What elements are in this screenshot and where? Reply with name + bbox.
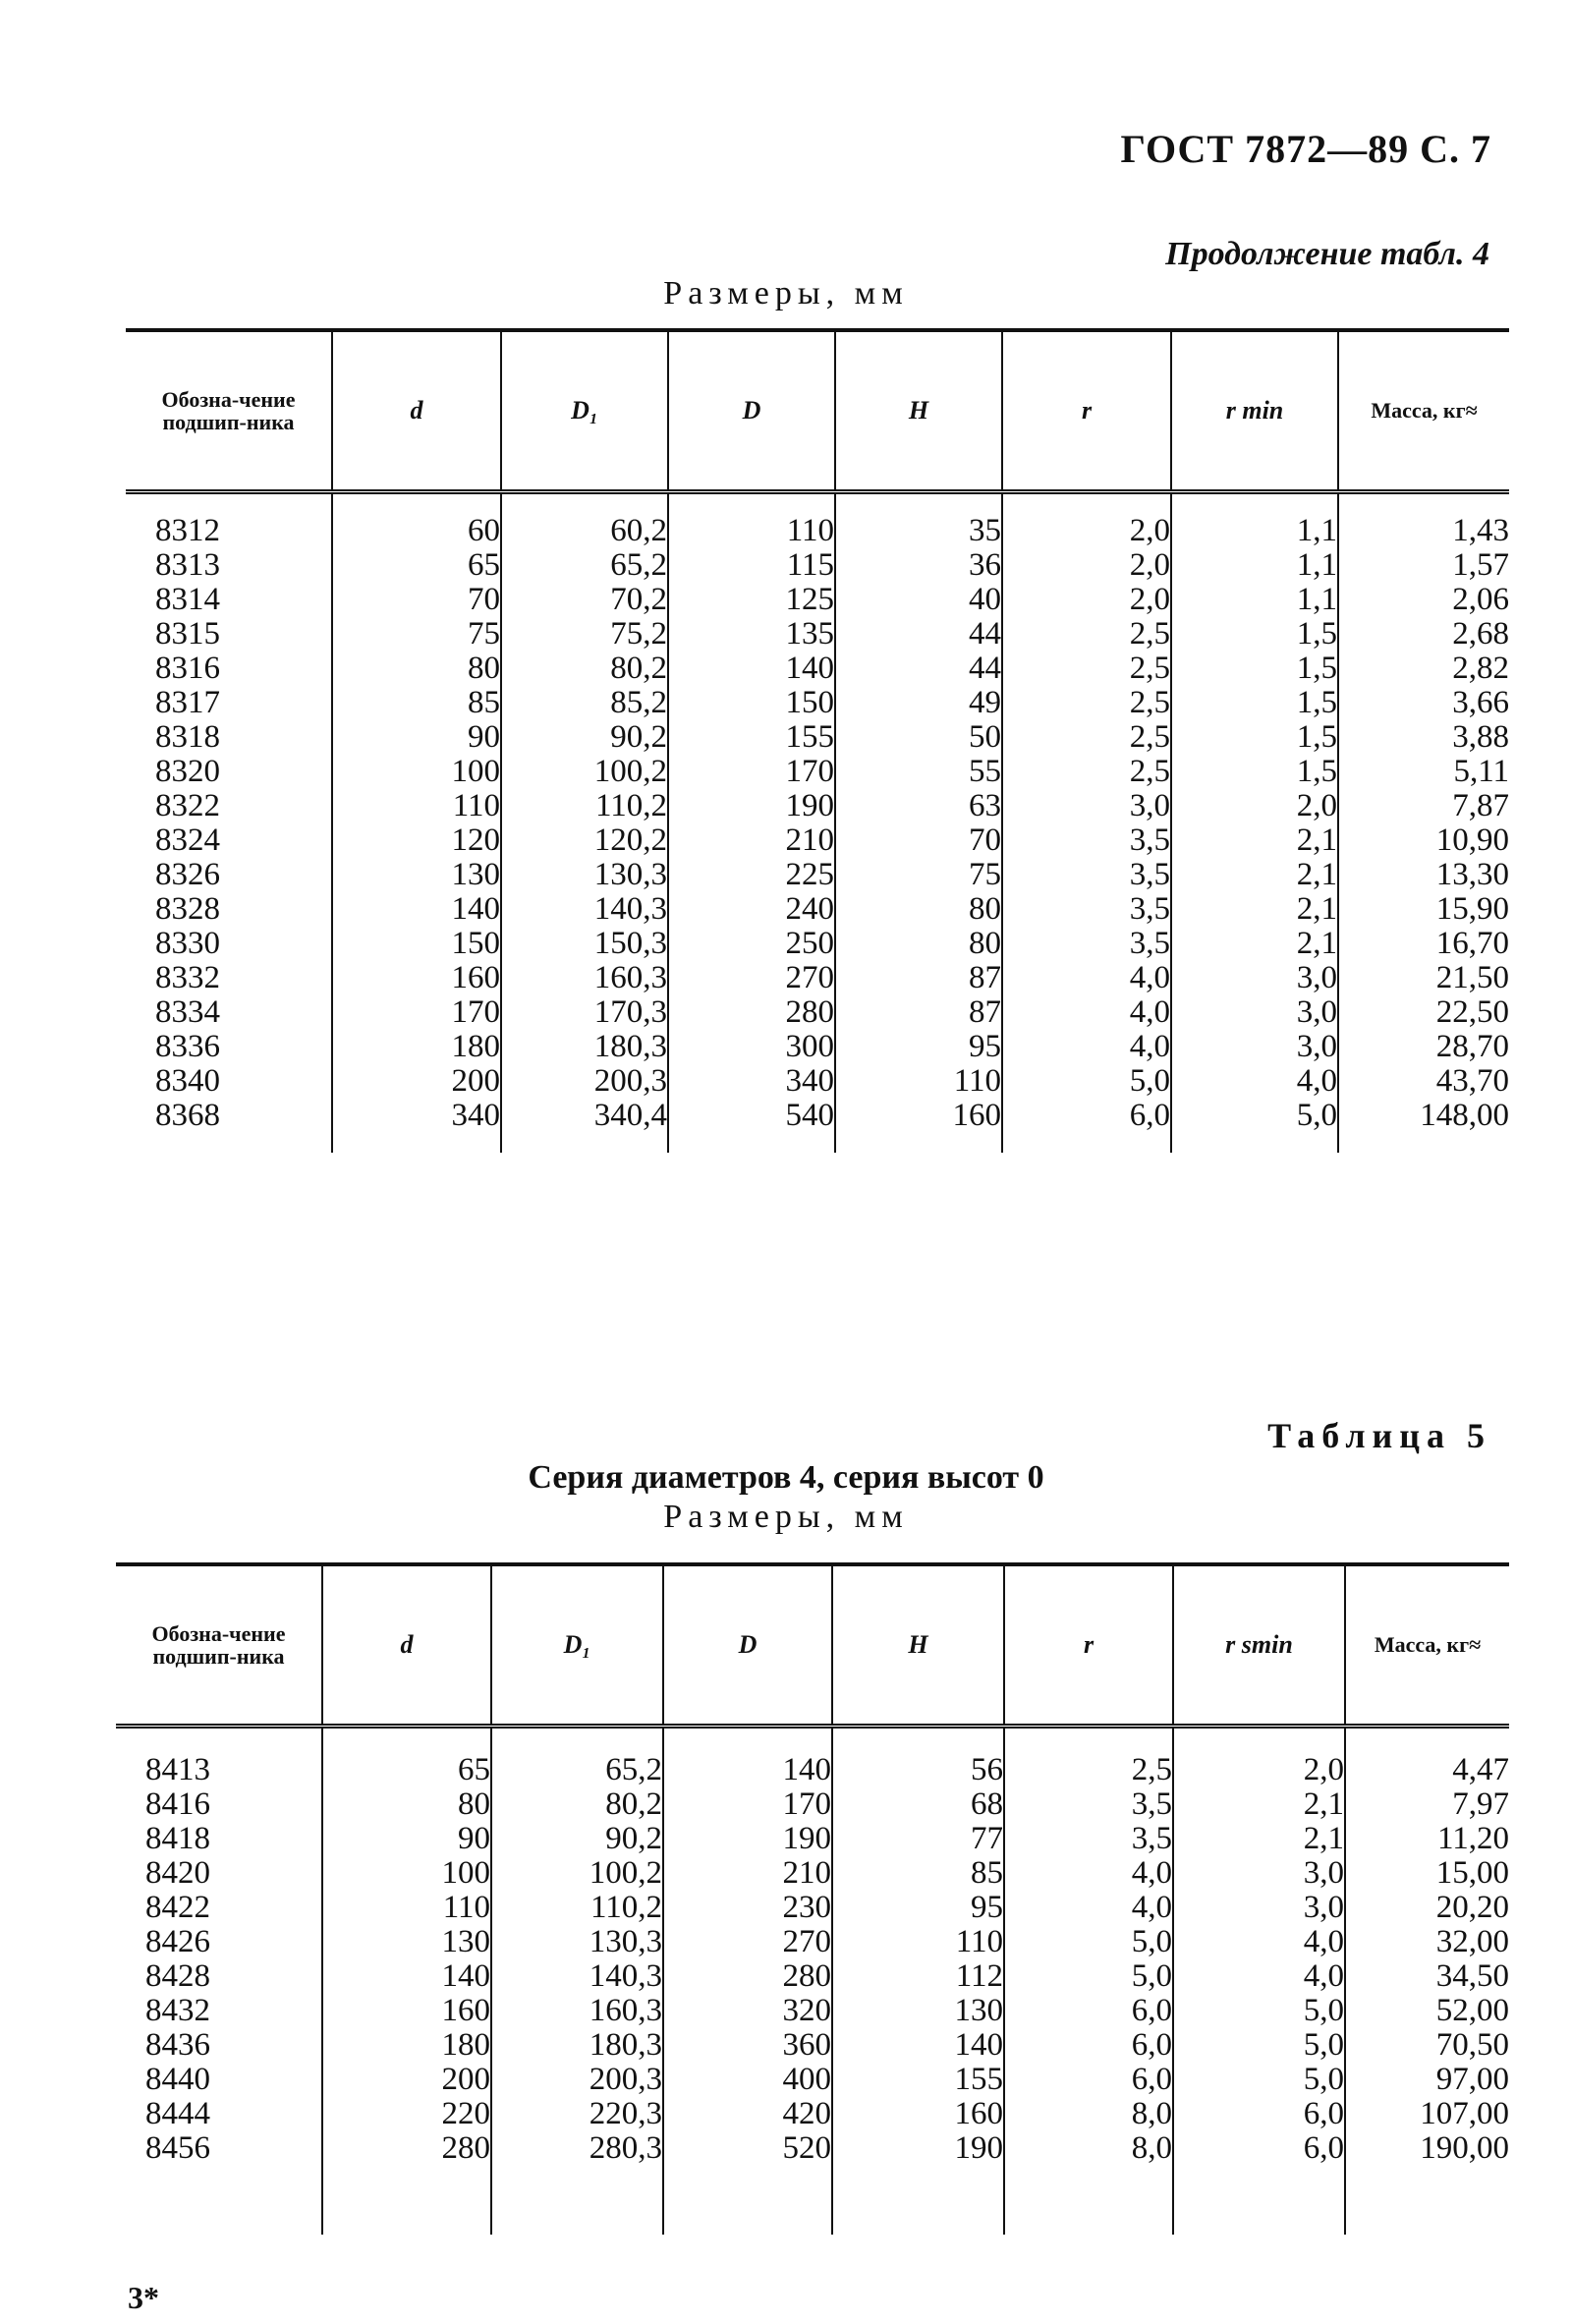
cell-r: 3,5 — [1004, 1822, 1173, 1856]
cell-designation: 8315 — [155, 616, 220, 652]
cell-d: 220 — [322, 2097, 491, 2131]
cell-r: 2,5 — [1002, 686, 1171, 720]
cell-mass: 190,00 — [1345, 2131, 1509, 2166]
cell-h: 56 — [832, 1753, 1004, 1787]
cell-d1: 60,2 — [501, 514, 668, 548]
cell-d1: 150,3 — [501, 927, 668, 961]
cell-r: 6,0 — [1002, 1099, 1171, 1133]
cell-designation: 8368 — [155, 1098, 220, 1133]
cell-h: 63 — [835, 789, 1002, 823]
cell-designation: 8436 — [145, 2027, 210, 2063]
cell-rmin: 2,1 — [1173, 1787, 1345, 1822]
cell-d1: 160,3 — [491, 1994, 663, 2028]
cell-outer-d: 140 — [668, 652, 835, 686]
cell-mass: 21,50 — [1338, 961, 1509, 995]
cell-mass: 43,70 — [1338, 1064, 1509, 1099]
cell-d1: 130,3 — [491, 1925, 663, 1959]
table5-col-d1: D₁ — [491, 1564, 663, 1727]
cell-d1: 200,3 — [491, 2063, 663, 2097]
cell-mass: 15,90 — [1338, 892, 1509, 927]
cell-rmin: 5,0 — [1173, 2028, 1345, 2063]
cell-r: 8,0 — [1004, 2131, 1173, 2166]
cell-outer-d: 280 — [668, 995, 835, 1030]
cell-d: 90 — [322, 1822, 491, 1856]
cell-h: 160 — [832, 2097, 1004, 2131]
cell-rmin: 2,0 — [1171, 789, 1338, 823]
cell-outer-d: 520 — [663, 2131, 832, 2166]
cell-d: 75 — [332, 617, 501, 652]
cell-mass: 7,97 — [1345, 1787, 1509, 1822]
cell-h: 110 — [832, 1925, 1004, 1959]
cell-d1: 85,2 — [501, 686, 668, 720]
cell-d: 120 — [332, 823, 501, 858]
cell-rmin: 5,0 — [1173, 2063, 1345, 2097]
cell-rmin: 5,0 — [1173, 1994, 1345, 2028]
cell-d: 80 — [322, 1787, 491, 1822]
table4-col-mass: Масса, кг≈ — [1338, 330, 1509, 492]
cell-outer-d: 155 — [668, 720, 835, 755]
cell-mass: 4,47 — [1345, 1753, 1509, 1787]
cell-mass: 11,20 — [1345, 1822, 1509, 1856]
cell-rmin: 2,1 — [1173, 1822, 1345, 1856]
cell-r: 4,0 — [1002, 995, 1171, 1030]
cell-rmin: 1,5 — [1171, 720, 1338, 755]
cell-r: 3,5 — [1002, 858, 1171, 892]
table4-col-h: H — [835, 330, 1002, 492]
cell-r: 3,5 — [1004, 1787, 1173, 1822]
cell-designation: 8444 — [145, 2096, 210, 2131]
cell-mass: 2,82 — [1338, 652, 1509, 686]
cell-r: 2,5 — [1002, 617, 1171, 652]
table4-col-designation: Обозна-чение подшип-ника — [126, 330, 332, 492]
cell-h: 87 — [835, 995, 1002, 1030]
cell-outer-d: 140 — [663, 1753, 832, 1787]
cell-h: 49 — [835, 686, 1002, 720]
cell-d: 60 — [332, 514, 501, 548]
table4-header-row — [126, 330, 1509, 492]
cell-outer-d: 135 — [668, 617, 835, 652]
cell-h: 110 — [835, 1064, 1002, 1099]
cell-h: 50 — [835, 720, 1002, 755]
cell-designation: 8314 — [155, 582, 220, 617]
table4-col-d: d — [332, 330, 501, 492]
table5 — [116, 1562, 1509, 2235]
table4-col-d1: D₁ — [501, 330, 668, 492]
cell-outer-d: 270 — [663, 1925, 832, 1959]
cell-r: 4,0 — [1002, 1030, 1171, 1064]
cell-r: 8,0 — [1004, 2097, 1173, 2131]
table-row — [126, 583, 1509, 617]
cell-mass: 3,88 — [1338, 720, 1509, 755]
cell-d: 150 — [332, 927, 501, 961]
table4-col-outer-d: D — [668, 330, 835, 492]
cell-d1: 110,2 — [491, 1891, 663, 1925]
table5-body — [116, 1727, 1509, 2236]
table-row — [126, 686, 1509, 720]
cell-mass: 13,30 — [1338, 858, 1509, 892]
table-row — [126, 548, 1509, 583]
table5-col-rsmin: r smin — [1173, 1564, 1345, 1727]
cell-d: 130 — [332, 858, 501, 892]
table-row — [126, 652, 1509, 686]
cell-d1: 180,3 — [501, 1030, 668, 1064]
cell-outer-d: 125 — [668, 583, 835, 617]
cell-h: 87 — [835, 961, 1002, 995]
cell-h: 112 — [832, 1959, 1004, 1994]
table-row — [126, 961, 1509, 995]
cell-r: 6,0 — [1004, 2028, 1173, 2063]
cell-rmin: 3,0 — [1173, 1856, 1345, 1891]
cell-d1: 110,2 — [501, 789, 668, 823]
cell-outer-d: 110 — [668, 514, 835, 548]
cell-mass: 34,50 — [1345, 1959, 1509, 1994]
cell-h: 80 — [835, 927, 1002, 961]
cell-d: 70 — [332, 583, 501, 617]
cell-r: 4,0 — [1004, 1891, 1173, 1925]
table-row — [126, 1099, 1509, 1133]
table-row — [126, 892, 1509, 927]
cell-d: 100 — [332, 755, 501, 789]
table-row — [116, 2131, 1509, 2166]
cell-d1: 340,4 — [501, 1099, 668, 1133]
table-row — [126, 995, 1509, 1030]
cell-r: 3,5 — [1002, 823, 1171, 858]
cell-designation: 8422 — [145, 1890, 210, 1925]
cell-d1: 80,2 — [501, 652, 668, 686]
cell-d: 160 — [322, 1994, 491, 2028]
table-row — [116, 1822, 1509, 1856]
cell-mass: 70,50 — [1345, 2028, 1509, 2063]
cell-outer-d: 400 — [663, 2063, 832, 2097]
table5-col-r: r — [1004, 1564, 1173, 1727]
cell-designation: 8320 — [155, 754, 220, 789]
table-row — [126, 617, 1509, 652]
cell-d: 65 — [332, 548, 501, 583]
table-row — [116, 1994, 1509, 2028]
table-row — [126, 789, 1509, 823]
cell-outer-d: 240 — [668, 892, 835, 927]
cell-outer-d: 270 — [668, 961, 835, 995]
table5-units: Размеры, мм — [663, 1499, 909, 1535]
cell-d1: 180,3 — [491, 2028, 663, 2063]
table4-col-r: r — [1002, 330, 1171, 492]
table-row — [126, 858, 1509, 892]
cell-r: 2,5 — [1002, 755, 1171, 789]
cell-r: 2,0 — [1002, 514, 1171, 548]
cell-rmin: 2,1 — [1171, 927, 1338, 961]
cell-r: 5,0 — [1004, 1925, 1173, 1959]
page-header: ГОСТ 7872—89 С. 7 — [1120, 127, 1491, 171]
cell-designation: 8316 — [155, 651, 220, 686]
cell-d: 140 — [332, 892, 501, 927]
cell-mass: 22,50 — [1338, 995, 1509, 1030]
cell-outer-d: 300 — [668, 1030, 835, 1064]
cell-h: 77 — [832, 1822, 1004, 1856]
cell-mass: 3,66 — [1338, 686, 1509, 720]
cell-h: 75 — [835, 858, 1002, 892]
cell-mass: 2,06 — [1338, 583, 1509, 617]
cell-outer-d: 340 — [668, 1064, 835, 1099]
cell-designation: 8322 — [155, 788, 220, 823]
cell-d1: 280,3 — [491, 2131, 663, 2166]
cell-rmin: 4,0 — [1173, 1925, 1345, 1959]
cell-mass: 28,70 — [1338, 1030, 1509, 1064]
cell-r: 6,0 — [1004, 2063, 1173, 2097]
cell-d: 130 — [322, 1925, 491, 1959]
cell-outer-d: 320 — [663, 1994, 832, 2028]
cell-designation: 8328 — [155, 891, 220, 927]
cell-mass: 148,00 — [1338, 1099, 1509, 1133]
cell-h: 85 — [832, 1856, 1004, 1891]
cell-d: 200 — [322, 2063, 491, 2097]
cell-rmin: 1,5 — [1171, 617, 1338, 652]
cell-d1: 170,3 — [501, 995, 668, 1030]
cell-r: 2,0 — [1002, 548, 1171, 583]
cell-r: 2,5 — [1002, 720, 1171, 755]
cell-r: 3,0 — [1002, 789, 1171, 823]
cell-rmin: 1,5 — [1171, 755, 1338, 789]
cell-d1: 130,3 — [501, 858, 668, 892]
table-row — [116, 1925, 1509, 1959]
cell-mass: 1,43 — [1338, 514, 1509, 548]
cell-designation: 8324 — [155, 822, 220, 858]
cell-d: 65 — [322, 1753, 491, 1787]
cell-rmin: 6,0 — [1173, 2097, 1345, 2131]
cell-r: 4,0 — [1004, 1856, 1173, 1891]
cell-rmin: 4,0 — [1171, 1064, 1338, 1099]
cell-rmin: 1,1 — [1171, 548, 1338, 583]
cell-d1: 120,2 — [501, 823, 668, 858]
cell-designation: 8426 — [145, 1924, 210, 1959]
table-row — [116, 1753, 1509, 1787]
cell-h: 130 — [832, 1994, 1004, 2028]
cell-d1: 90,2 — [501, 720, 668, 755]
cell-rmin: 2,0 — [1173, 1753, 1345, 1787]
cell-h: 190 — [832, 2131, 1004, 2166]
cell-r: 6,0 — [1004, 1994, 1173, 2028]
cell-designation: 8334 — [155, 994, 220, 1030]
table-row — [126, 720, 1509, 755]
cell-r: 5,0 — [1002, 1064, 1171, 1099]
cell-rmin: 6,0 — [1173, 2131, 1345, 2166]
cell-r: 3,5 — [1002, 892, 1171, 927]
cell-outer-d: 115 — [668, 548, 835, 583]
cell-outer-d: 225 — [668, 858, 835, 892]
table5-col-h: H — [832, 1564, 1004, 1727]
cell-rmin: 3,0 — [1173, 1891, 1345, 1925]
table5-col-designation: Обозна-чение подшип-ника — [116, 1564, 322, 1727]
cell-mass: 52,00 — [1345, 1994, 1509, 2028]
cell-rmin: 4,0 — [1173, 1959, 1345, 1994]
cell-rmin: 3,0 — [1171, 1030, 1338, 1064]
table5-label: Таблица 5 — [1267, 1416, 1491, 1455]
cell-designation: 8317 — [155, 685, 220, 720]
cell-rmin: 1,1 — [1171, 583, 1338, 617]
cell-d1: 100,2 — [491, 1856, 663, 1891]
cell-d: 180 — [332, 1030, 501, 1064]
cell-d: 90 — [332, 720, 501, 755]
cell-rmin: 3,0 — [1171, 995, 1338, 1030]
cell-designation: 8336 — [155, 1029, 220, 1064]
cell-d1: 220,3 — [491, 2097, 663, 2131]
cell-d: 170 — [332, 995, 501, 1030]
cell-h: 140 — [832, 2028, 1004, 2063]
cell-r: 3,5 — [1002, 927, 1171, 961]
cell-d: 80 — [332, 652, 501, 686]
cell-designation: 8432 — [145, 1993, 210, 2028]
cell-d1: 80,2 — [491, 1787, 663, 1822]
table-row — [126, 1064, 1509, 1099]
table-row — [126, 755, 1509, 789]
cell-d1: 65,2 — [501, 548, 668, 583]
cell-h: 55 — [835, 755, 1002, 789]
cell-h: 35 — [835, 514, 1002, 548]
table5-header-row — [116, 1564, 1509, 1727]
table-row — [116, 2028, 1509, 2063]
cell-designation: 8413 — [145, 1752, 210, 1787]
cell-outer-d: 420 — [663, 2097, 832, 2131]
cell-h: 44 — [835, 617, 1002, 652]
cell-designation: 8456 — [145, 2130, 210, 2166]
cell-r: 2,0 — [1002, 583, 1171, 617]
table-row — [116, 1891, 1509, 1925]
table5-col-d: d — [322, 1564, 491, 1727]
cell-d1: 160,3 — [501, 961, 668, 995]
cell-d: 140 — [322, 1959, 491, 1994]
table5-col-outer-d: D — [663, 1564, 832, 1727]
cell-r: 4,0 — [1002, 961, 1171, 995]
cell-designation: 8330 — [155, 926, 220, 961]
table-row — [126, 514, 1509, 548]
cell-designation: 8440 — [145, 2062, 210, 2097]
table-row — [126, 927, 1509, 961]
cell-outer-d: 360 — [663, 2028, 832, 2063]
table4-continuation-label: Продолжение табл. 4 — [1165, 236, 1489, 272]
cell-h: 44 — [835, 652, 1002, 686]
cell-d1: 70,2 — [501, 583, 668, 617]
cell-h: 160 — [835, 1099, 1002, 1133]
cell-d: 160 — [332, 961, 501, 995]
cell-h: 155 — [832, 2063, 1004, 2097]
cell-mass: 7,87 — [1338, 789, 1509, 823]
table-row — [116, 2063, 1509, 2097]
cell-mass: 107,00 — [1345, 2097, 1509, 2131]
cell-designation: 8418 — [145, 1821, 210, 1856]
cell-rmin: 2,1 — [1171, 823, 1338, 858]
cell-r: 2,5 — [1002, 652, 1171, 686]
table4 — [126, 328, 1509, 1153]
cell-d1: 65,2 — [491, 1753, 663, 1787]
cell-rmin: 1,5 — [1171, 686, 1338, 720]
cell-h: 40 — [835, 583, 1002, 617]
cell-h: 80 — [835, 892, 1002, 927]
cell-d1: 140,3 — [491, 1959, 663, 1994]
cell-d: 340 — [332, 1099, 501, 1133]
cell-rmin: 3,0 — [1171, 961, 1338, 995]
cell-d1: 75,2 — [501, 617, 668, 652]
cell-mass: 10,90 — [1338, 823, 1509, 858]
table-row — [126, 1030, 1509, 1064]
table4-units: Размеры, мм — [663, 275, 909, 312]
cell-outer-d: 280 — [663, 1959, 832, 1994]
cell-mass: 32,00 — [1345, 1925, 1509, 1959]
cell-d: 100 — [322, 1856, 491, 1891]
cell-h: 95 — [832, 1891, 1004, 1925]
table-row — [116, 2097, 1509, 2131]
cell-d: 280 — [322, 2131, 491, 2166]
cell-d1: 100,2 — [501, 755, 668, 789]
cell-mass: 5,11 — [1338, 755, 1509, 789]
cell-d1: 140,3 — [501, 892, 668, 927]
cell-designation: 8332 — [155, 960, 220, 995]
cell-rmin: 1,5 — [1171, 652, 1338, 686]
cell-rmin: 1,1 — [1171, 514, 1338, 548]
table5-col-mass: Масса, кг≈ — [1345, 1564, 1509, 1727]
cell-outer-d: 170 — [663, 1787, 832, 1822]
cell-h: 70 — [835, 823, 1002, 858]
cell-outer-d: 210 — [668, 823, 835, 858]
cell-mass: 1,57 — [1338, 548, 1509, 583]
cell-rmin: 5,0 — [1171, 1099, 1338, 1133]
cell-outer-d: 170 — [668, 755, 835, 789]
table-row — [116, 1959, 1509, 1994]
cell-h: 95 — [835, 1030, 1002, 1064]
table-row — [116, 1856, 1509, 1891]
cell-h: 36 — [835, 548, 1002, 583]
cell-outer-d: 250 — [668, 927, 835, 961]
cell-outer-d: 540 — [668, 1099, 835, 1133]
cell-rmin: 2,1 — [1171, 892, 1338, 927]
table-row — [126, 823, 1509, 858]
cell-designation: 8326 — [155, 857, 220, 892]
cell-outer-d: 190 — [668, 789, 835, 823]
cell-outer-d: 150 — [668, 686, 835, 720]
cell-d1: 90,2 — [491, 1822, 663, 1856]
cell-mass: 2,68 — [1338, 617, 1509, 652]
table5-title: Серия диаметров 4, серия высот 0 — [528, 1459, 1044, 1496]
cell-outer-d: 190 — [663, 1822, 832, 1856]
cell-d1: 200,3 — [501, 1064, 668, 1099]
cell-mass: 15,00 — [1345, 1856, 1509, 1891]
page-footnote: 3* — [128, 2280, 159, 2315]
cell-h: 68 — [832, 1787, 1004, 1822]
cell-mass: 97,00 — [1345, 2063, 1509, 2097]
cell-designation: 8318 — [155, 719, 220, 755]
cell-r: 2,5 — [1004, 1753, 1173, 1787]
cell-designation: 8313 — [155, 547, 220, 583]
cell-r: 5,0 — [1004, 1959, 1173, 1994]
cell-d: 110 — [322, 1891, 491, 1925]
cell-d: 85 — [332, 686, 501, 720]
table4-col-rmin: r min — [1171, 330, 1338, 492]
cell-d: 180 — [322, 2028, 491, 2063]
cell-d: 110 — [332, 789, 501, 823]
cell-outer-d: 230 — [663, 1891, 832, 1925]
table4-body — [126, 492, 1509, 1154]
cell-d: 200 — [332, 1064, 501, 1099]
cell-designation: 8312 — [155, 513, 220, 548]
cell-outer-d: 210 — [663, 1856, 832, 1891]
cell-mass: 16,70 — [1338, 927, 1509, 961]
cell-designation: 8428 — [145, 1958, 210, 1994]
cell-designation: 8340 — [155, 1063, 220, 1099]
cell-rmin: 2,1 — [1171, 858, 1338, 892]
table-row — [116, 1787, 1509, 1822]
cell-designation: 8416 — [145, 1786, 210, 1822]
cell-mass: 20,20 — [1345, 1891, 1509, 1925]
cell-designation: 8420 — [145, 1855, 210, 1891]
